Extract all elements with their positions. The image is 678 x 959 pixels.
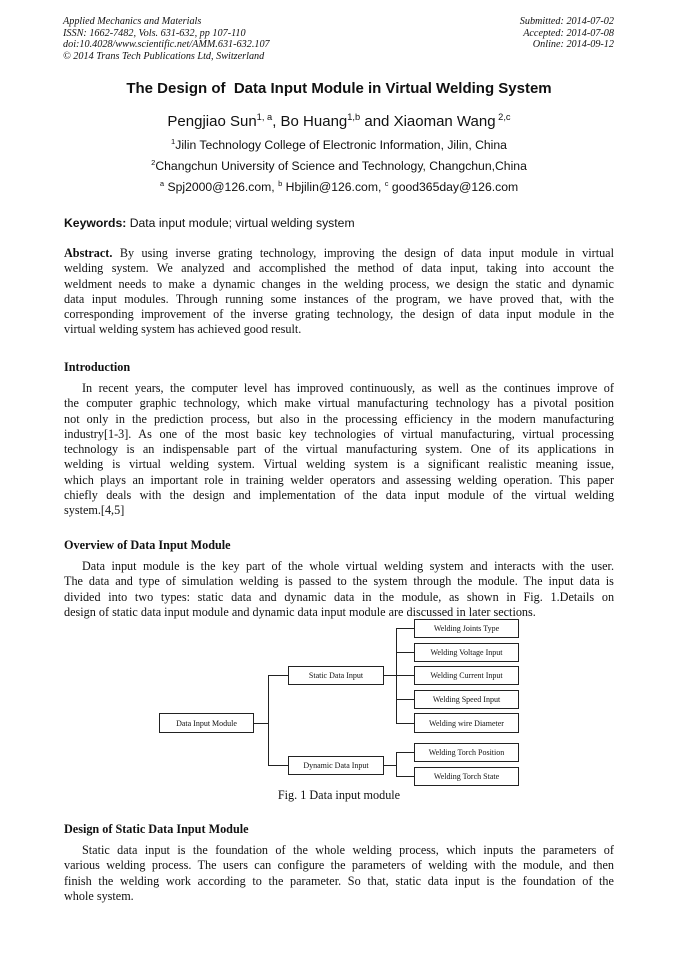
connector-line: [396, 652, 414, 653]
dynamic-node-box: Dynamic Data Input: [288, 756, 384, 775]
intro-line: In recent years, the computer level has improved continuously, as well as the continues improve of: [82, 381, 614, 395]
author-affiliation-mark: 1,b: [347, 112, 361, 122]
static-item-box: Welding Joints Type: [414, 619, 519, 638]
intro-line: which plays an important role in training welder operators and assessing welding operation. This paper: [64, 472, 615, 487]
figure-caption: Fig. 1 Data input module: [277, 788, 401, 802]
abstract-line: corresponding improvement of the inverse grating technology, the design of data input module in the: [64, 307, 615, 322]
section-heading-static-design: Design of Static Data Input Module: [64, 822, 249, 836]
connector-line: [383, 765, 397, 766]
email-mark: c: [384, 178, 389, 188]
author-affiliation-mark: 1, a: [256, 112, 273, 122]
static-item-box: Welding Current Input: [414, 666, 519, 685]
section-heading-overview: Overview of Data Input Module: [64, 538, 231, 552]
issn-line: ISSN: 1662-7482, Vols. 631-632, pp 107-110: [63, 27, 246, 39]
copyright-line: © 2014 Trans Tech Publications Ltd, Switzerland: [63, 50, 265, 62]
overview-line: The data and type of simulation welding is passed to the system through the module. The input data is: [64, 574, 614, 589]
abstract: [64, 246, 614, 338]
static-design-body: [64, 843, 614, 904]
keywords-text: Data input module; virtual welding system: [126, 216, 355, 230]
abstract-text: By using inverse grating technology, improving the design of data input module in virtual: [112, 246, 614, 260]
overview-line: design of static data input module and dynamic data input module are discussed in later sections.: [64, 604, 536, 619]
connector-line: [396, 628, 414, 629]
connector-line: [396, 699, 414, 700]
intro-line: the computer graphic technology, which make virtual manufacturing technology has a pivotal position: [64, 396, 615, 411]
keywords: [64, 216, 355, 230]
connector-line: [396, 776, 414, 777]
author-name: Pengjiao Sun: [167, 113, 257, 130]
static-item-box: Welding Voltage Input: [414, 643, 519, 662]
intro-line: technology is an indispensable part of the virtual manufacturing system. One of its applications in: [64, 442, 614, 457]
overview-line: Data input module is the key part of the whole virtual welding system and interacts with the user.: [82, 559, 614, 573]
author-separator: and: [360, 113, 394, 130]
abstract-line: virtual welding system has achieved good result.: [64, 322, 302, 337]
static-design-line: Static data input is the foundation of the whole welding process, which inputs the parameters of: [82, 843, 614, 857]
affiliation-2: [0, 159, 678, 173]
journal-name: Applied Mechanics and Materials: [63, 16, 202, 27]
abstract-line: weldment needs to make a dynamic changes in the welding process, we design the static and dynamic: [64, 276, 614, 291]
journal-info: [63, 16, 270, 62]
affiliation-text: Jilin Technology College of Electronic Information, Jilin, China: [175, 138, 507, 152]
static-design-line: finish the welding work according to the parameter. So that, static data input is the foundation of the: [64, 873, 614, 888]
connector-line: [396, 723, 414, 724]
static-design-line: various welding process. The users can configure the parameters of welding with the module, and then: [64, 858, 614, 873]
email: good365day@126.com: [388, 180, 519, 194]
root-node-box: Data Input Module: [159, 713, 254, 733]
affiliation-mark: 2: [151, 157, 156, 167]
author-name: Bo Huang: [280, 113, 348, 130]
email-mark: a: [159, 178, 165, 188]
connector-line: [253, 723, 269, 724]
online-date: Online: 2014-09-12: [532, 39, 614, 50]
dynamic-item-box: Welding Torch Position: [414, 743, 519, 762]
intro-line: chiefly deals with the design and implementation of the data input module of the virtual welding: [64, 488, 615, 503]
connector-line: [268, 675, 288, 676]
affiliation-text: Changchun University of Science and Technology, Changchun,China: [155, 159, 527, 173]
intro-line: not only in the prediction process, but also in the processing efficiency in the modern manufacturing: [64, 411, 614, 426]
email: Hbjilin@126.com,: [282, 180, 385, 194]
affiliation-mark: 1: [171, 136, 176, 146]
affiliation-1: [0, 138, 678, 152]
author-separator: ,: [272, 113, 281, 130]
connector-line: [396, 675, 414, 676]
connector-line: [268, 675, 269, 766]
introduction-body: [64, 381, 614, 519]
intro-line: system.[4,5]: [64, 503, 125, 518]
static-item-box: Welding Speed Input: [414, 690, 519, 709]
static-node-box: Static Data Input: [288, 666, 384, 685]
author-list: [0, 113, 678, 130]
connector-line: [396, 628, 397, 724]
author-name: Xiaoman Wang: [393, 113, 496, 130]
submitted-date: Submitted: 2014-07-02: [519, 16, 614, 27]
abstract-label: Abstract.: [64, 246, 113, 260]
accepted-date: Accepted: 2014-07-08: [523, 27, 614, 39]
section-heading-introduction: Introduction: [64, 360, 131, 374]
keywords-label: Keywords:: [64, 216, 127, 230]
static-design-line: whole system.: [64, 888, 134, 903]
email: Spj2000@126.com,: [164, 180, 279, 194]
static-item-box: Welding wire Diameter: [414, 713, 519, 733]
connector-line: [268, 765, 288, 766]
connector-line: [396, 752, 414, 753]
overview-line: divided into two types: static data and dynamic data in the module, as shown in Fig. 1.Details on: [64, 589, 615, 604]
connector-line: [383, 675, 397, 676]
abstract-line: [64, 246, 614, 261]
abstract-line: welding system. We analyzed and accomplished the method of data input, taking into account the: [64, 261, 614, 276]
dynamic-item-box: Welding Torch State: [414, 767, 519, 786]
doi-line: doi:10.4028/www.scientific.net/AMM.631-632.107: [63, 39, 270, 50]
author-affiliation-mark: 2,c: [495, 112, 511, 122]
intro-line: welding is virtual welding system. Virtual welding system is a significant realistic meaning issue,: [64, 457, 615, 472]
submission-dates: [520, 16, 614, 51]
abstract-line: data input modules. Through running some instances of the program, we have proved that, with the: [64, 291, 614, 306]
connector-line: [396, 752, 397, 777]
intro-line: industry[1-3]. As one of the most basic key technologies of virtual manufacturing, virtual processing: [64, 426, 614, 441]
paper-title: The Design of Data Input Module in Virtual Welding System: [126, 80, 552, 97]
email-mark: b: [278, 178, 283, 188]
overview-body: [64, 559, 614, 620]
author-emails: [0, 180, 678, 194]
